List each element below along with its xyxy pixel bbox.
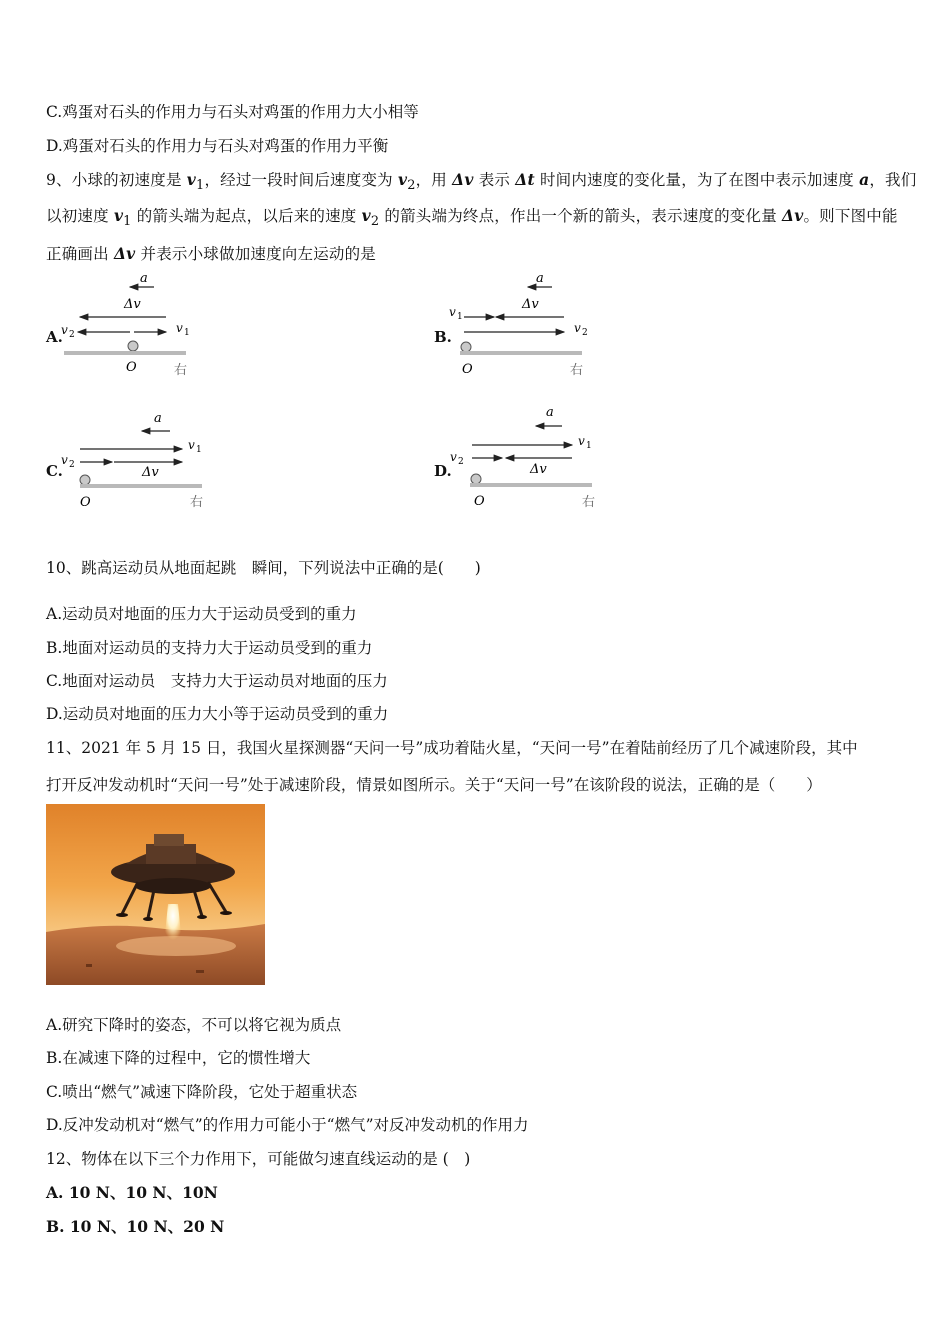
svg-text:2: 2 <box>69 330 75 340</box>
q9-label-c: C. <box>46 462 63 480</box>
q11-option-a: A.研究下降时的姿态，不可以将它视为质点 <box>46 1016 342 1034</box>
svg-text:1: 1 <box>196 445 202 455</box>
q11-option-d: D.反冲发动机对“燃气”的作用力可能小于“燃气”对反冲发动机的作用力 <box>46 1116 529 1134</box>
dv-label: Δv <box>124 297 141 312</box>
svg-text:O: O <box>80 495 91 510</box>
q10-option-c: C.地面对运动员 支持力大于运动员对地面的压力 <box>46 672 388 690</box>
svg-text:Δv: Δv <box>522 297 539 312</box>
q11-stem-line2: 打开反冲发动机时“天问一号”处于减速阶段，情景如图所示。关于“天问一号”在该阶段的说法，正确的是（ ） <box>46 776 822 794</box>
q10-stem: 10、跳高运动员从地面起跳 瞬间，下列说法中正确的是( ) <box>46 559 481 577</box>
svg-text:2: 2 <box>582 328 588 338</box>
q12-option-a: A. 10 N、10 N、10N <box>46 1183 218 1202</box>
svg-text:Δv: Δv <box>142 465 159 480</box>
svg-text:v: v <box>61 453 68 467</box>
q10-option-a: A.运动员对地面的压力大于运动员受到的重力 <box>46 605 357 623</box>
v2-label: v <box>61 323 68 337</box>
svg-text:Δv: Δv <box>530 462 547 477</box>
q10-option-b: B.地面对运动员的支持力大于运动员受到的重力 <box>46 639 373 657</box>
q9-label-a: A. <box>46 328 63 346</box>
q9-label-d: D. <box>434 462 452 480</box>
svg-text:v: v <box>188 438 195 452</box>
q8-option-d: D.鸡蛋对石头的作用力与石头对鸡蛋的作用力平衡 <box>46 137 389 155</box>
v1-label: v <box>176 321 183 335</box>
right-label: 右 <box>174 363 188 378</box>
svg-text:v: v <box>450 450 457 464</box>
q9-stem-line2: 以初速度 $v_1$ 的箭头端为起点，以后来的速度 $v_2$ 的箭头端为终点，作出一个新的箭头，表示速度的变化量 Δv。则下图中能 <box>46 206 898 230</box>
svg-text:1: 1 <box>184 328 190 338</box>
svg-text:2: 2 <box>458 457 464 467</box>
svg-text:右: 右 <box>582 495 596 510</box>
q9-label-b: B. <box>434 328 452 346</box>
mars-lander-photo <box>46 804 265 985</box>
q10-option-d: D.运动员对地面的压力大小等于运动员受到的重力 <box>46 705 389 723</box>
q9-diagram-d <box>446 400 596 515</box>
svg-text:v: v <box>578 434 585 448</box>
q11-option-b: B.在减速下降的过程中，它的惯性增大 <box>46 1049 311 1067</box>
svg-text:右: 右 <box>190 495 204 510</box>
q11-option-c: C.喷出“燃气”减速下降阶段，它处于超重状态 <box>46 1083 358 1101</box>
svg-text:O: O <box>474 494 485 509</box>
svg-text:1: 1 <box>586 441 592 451</box>
q12-stem: 12、物体在以下三个力作用下，可能做匀速直线运动的是 ( ) <box>46 1150 471 1168</box>
svg-text:a: a <box>154 411 162 426</box>
svg-text:a: a <box>546 405 554 420</box>
q12-option-b: B. 10 N、10 N、20 N <box>46 1217 225 1236</box>
q9-diagram-a <box>58 268 208 383</box>
svg-text:v: v <box>449 305 456 319</box>
svg-text:右: 右 <box>570 363 584 378</box>
svg-text:2: 2 <box>69 460 75 470</box>
svg-text:v: v <box>574 321 581 335</box>
q9-stem-line1: 9、小球的初速度是 $v_1$，经过一段时间后速度变为 $v_2$，用 Δv 表示 Δt 时间内速度的变化量，为了在图中表示加速度 a，我们 <box>46 170 917 194</box>
q9-diagram-b <box>446 268 596 383</box>
q11-stem-line1: 11、2021 年 5 月 15 日，我国火星探测器“天问一号”成功着陆火星，“天问一号”在着陆前经历了几个减速阶段，其中 <box>46 739 858 757</box>
q9-diagram-c <box>58 400 208 515</box>
acc-label: a <box>140 271 148 286</box>
svg-text:O: O <box>462 362 473 377</box>
svg-text:a: a <box>536 271 544 286</box>
origin-label: O <box>126 360 137 375</box>
q8-option-c: C.鸡蛋对石头的作用力与石头对鸡蛋的作用力大小相等 <box>46 103 419 121</box>
q9-stem-line3: 正确画出 Δv 并表示小球做加速度向左运动的是 <box>46 244 377 263</box>
svg-text:1: 1 <box>457 312 463 322</box>
